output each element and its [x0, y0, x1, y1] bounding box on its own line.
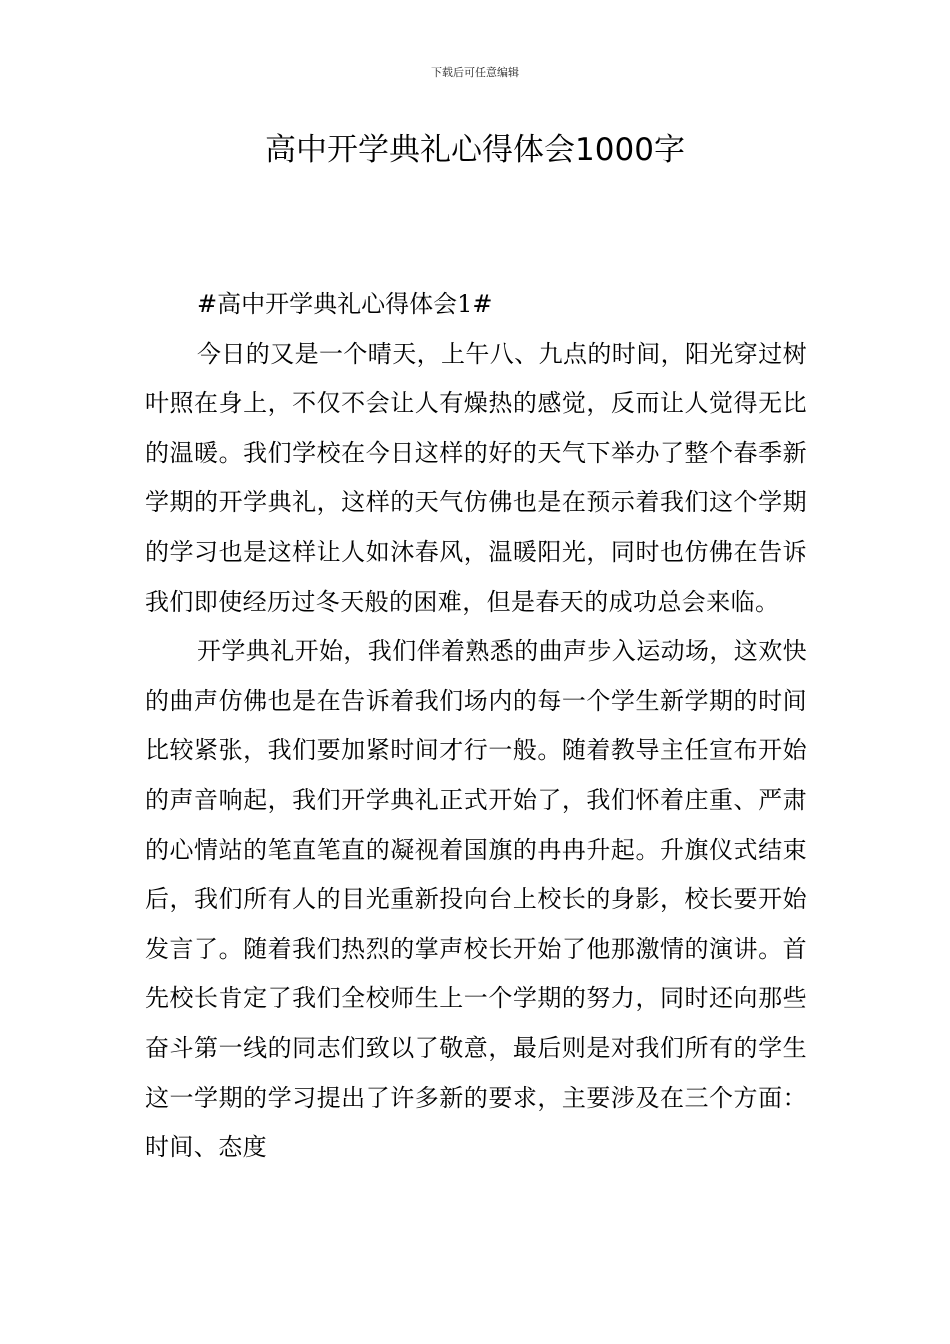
- document-title: 高中开学典礼心得体会1000字: [265, 132, 685, 168]
- paragraph-1: 今日的又是一个晴天，上午八、九点的时间，阳光穿过树叶照在身上，不仅不会让人有燥热的感觉，反而让人觉得无比的温暖。我们学校在今日这样的好的天气下举办了整个春季新学期的开学典礼，这样的天气仿佛也是在预示着我们这个学期的学习也是这样让人如沐春风，温暖阳光，同时也仿佛在告诉我们即使经历过冬天般的困难，但是春天的成功总会来临。: [145, 339, 807, 616]
- paragraph-2: 开学典礼开始，我们伴着熟悉的曲声步入运动场，这欢快的曲声仿佛也是在告诉着我们场内的每一个学生新学期的时间比较紧张，我们要加紧时间才行一般。随着教导主任宣布开始的声音响起，我们开学典礼正式开始了，我们怀着庄重、严肃的心情站的笔直笔直的凝视着国旗的冉冉升起。升旗仪式结束后，我们所有人的目光重新投向台上校长的身影，校长要开始发言了。随着我们热烈的掌声校长开始了他那激情的演讲。首先校长肯定了我们全校师生上一个学期的努力，同时还向那些奋斗第一线的同志们致以了敬意，最后则是对我们所有的学生这一学期的学习提出了许多新的要求，主要涉及在三个方面：时间、态度: [145, 637, 807, 1162]
- section-heading: #高中开学典礼心得体会1#: [197, 290, 493, 318]
- header-note: 下载后可任意编辑: [431, 66, 519, 79]
- document-body: [145, 280, 807, 1173]
